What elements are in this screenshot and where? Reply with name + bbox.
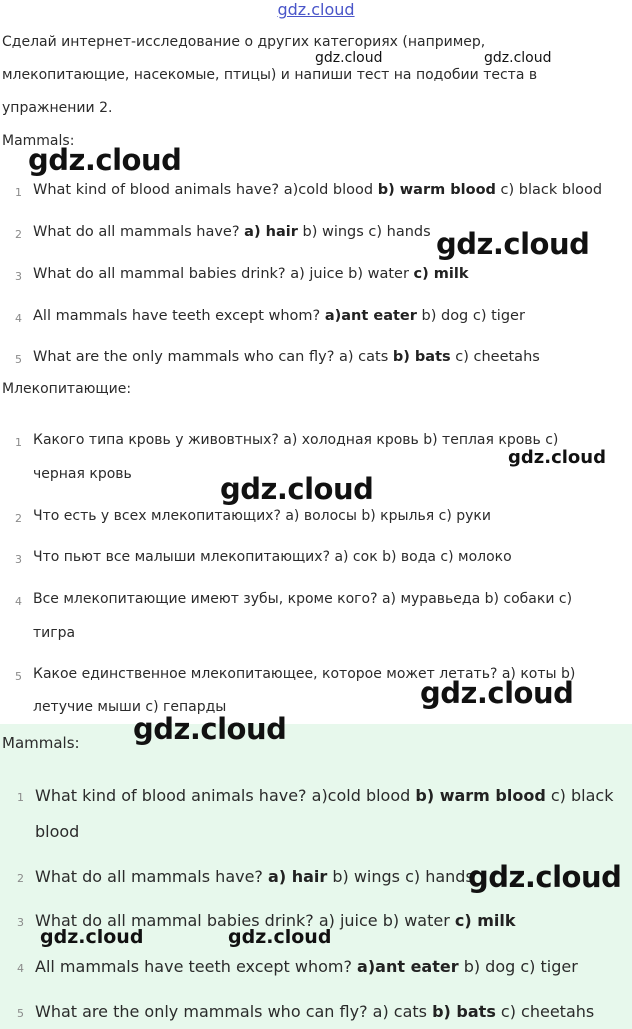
section3-item5-answer: b) bats	[432, 1002, 496, 1021]
section2-item4-line2: тигра	[33, 625, 76, 641]
watermark: gdz.cloud	[468, 860, 622, 894]
section3-item4-number: 4	[17, 962, 24, 975]
section1-item3	[33, 266, 468, 282]
section1-item4	[33, 308, 525, 324]
section3-item1-number: 1	[17, 791, 24, 804]
section3-item1-text-end: c) black	[545, 786, 614, 805]
section3-item4-text-end: b) dog c) tiger	[458, 957, 578, 976]
section2-item3: Что пьют все малыши млекопитающих? a) сок b) вода c) молоко	[33, 549, 512, 565]
watermark: gdz.cloud	[220, 472, 374, 506]
section1-item5-number: 5	[15, 353, 22, 366]
section1-item5	[33, 349, 540, 365]
section1-item1-number: 1	[15, 186, 22, 199]
section1-item1-text: What kind of blood animals have? a)cold blood	[33, 182, 378, 198]
section3-item2-number: 2	[17, 872, 24, 885]
section3-item2	[35, 867, 474, 886]
watermark: gdz.cloud	[508, 447, 606, 468]
section3-item4-text: All mammals have teeth except whom?	[35, 957, 358, 976]
section3-item4-answer: a)ant eater	[357, 957, 459, 976]
section1-item2-answer: a) hair	[244, 224, 298, 240]
section3-item5-number: 5	[17, 1007, 24, 1020]
section3-item3-text: What do all mammal babies drink? a) juice b) water	[35, 911, 455, 930]
section1-item1-text-end: c) black blood	[495, 182, 603, 198]
section3-item4	[35, 957, 578, 976]
watermark: gdz.cloud	[133, 712, 287, 746]
section3-item1-line2: blood	[35, 822, 80, 841]
section2-title: Млекопитающие:	[2, 381, 132, 397]
section2-item5-number: 5	[15, 670, 22, 683]
watermark: gdz.cloud	[28, 143, 182, 177]
intro-line-3: упражнении 2.	[2, 100, 113, 116]
section2-item2: Что есть у всех млекопитающих? a) волосы b) крылья c) руки	[33, 508, 491, 524]
section3-title: Mammals:	[2, 734, 80, 752]
watermark: gdz.cloud	[40, 926, 144, 948]
section2-item4-line1: Все млекопитающие имеют зубы, кроме кого? a) муравьеда b) собаки c)	[33, 591, 573, 607]
site-logo: gdz.cloud	[277, 0, 355, 19]
section1-item3-answer: c) milk	[413, 266, 469, 282]
section1-item4-answer: a)ant eater	[324, 308, 417, 324]
section3-item1-answer: b) warm blood	[415, 786, 546, 805]
watermark: gdz.cloud	[315, 50, 383, 66]
watermark: gdz.cloud	[228, 926, 332, 948]
section1-item1-answer: b) warm blood	[377, 182, 496, 198]
section3-item1-text: What kind of blood animals have? a)cold blood	[35, 786, 416, 805]
section3-item2-answer: a) hair	[268, 867, 328, 886]
section1-item4-text-end: b) dog c) tiger	[416, 308, 525, 324]
section1-item5-text-end: c) cheetahs	[450, 349, 540, 365]
section3-item5	[35, 1002, 594, 1021]
section1-item5-answer: b) bats	[392, 349, 451, 365]
watermark: gdz.cloud	[436, 227, 590, 261]
section1-item2-text: What do all mammals have?	[33, 224, 245, 240]
section1-title: Mammals:	[2, 133, 75, 149]
intro-line-1: Сделай интернет-исследование о других категориях (например,	[2, 34, 486, 50]
section3-item3-number: 3	[17, 916, 24, 929]
section2-item1-line2: черная кровь	[33, 466, 132, 482]
section1-item4-text: All mammals have teeth except whom?	[33, 308, 325, 324]
section3-item3-answer: c) milk	[454, 911, 516, 930]
section2-item4-number: 4	[15, 595, 22, 608]
section2-item5-line2: летучие мыши c) гепарды	[33, 699, 227, 715]
section3-item2-text-end: b) wings c) hands	[327, 867, 474, 886]
section1-item2-text-end: b) wings c) hands	[297, 224, 431, 240]
watermark: gdz.cloud	[420, 676, 574, 710]
section1-item3-number: 3	[15, 270, 22, 283]
section1-item2	[33, 224, 431, 240]
section3-item1-line1	[35, 786, 613, 805]
section2-item3-number: 3	[15, 553, 22, 566]
section2-item1-line1: Какого типа кровь у живовтных? a) холодная кровь b) теплая кровь c)	[33, 432, 559, 448]
section1-item4-number: 4	[15, 312, 22, 325]
section1-item1	[33, 182, 602, 198]
section2-item5-line1: Какое единственное млекопитающее, которое может летать? a) коты b)	[33, 666, 576, 682]
intro-line-2: млекопитающие, насекомые, птицы) и напиши тест на подобии теста в	[2, 67, 538, 83]
section3-item5-text-end: c) cheetahs	[495, 1002, 595, 1021]
section2-item1-number: 1	[15, 436, 22, 449]
section3-item5-text: What are the only mammals who can fly? a) cats	[35, 1002, 433, 1021]
watermark: gdz.cloud	[484, 50, 552, 66]
section3-item2-text: What do all mammals have?	[35, 867, 269, 886]
section1-item3-text: What do all mammal babies drink? a) juice b) water	[33, 266, 414, 282]
section1-item5-text: What are the only mammals who can fly? a) cats	[33, 349, 393, 365]
section1-item2-number: 2	[15, 228, 22, 241]
section2-item2-number: 2	[15, 512, 22, 525]
